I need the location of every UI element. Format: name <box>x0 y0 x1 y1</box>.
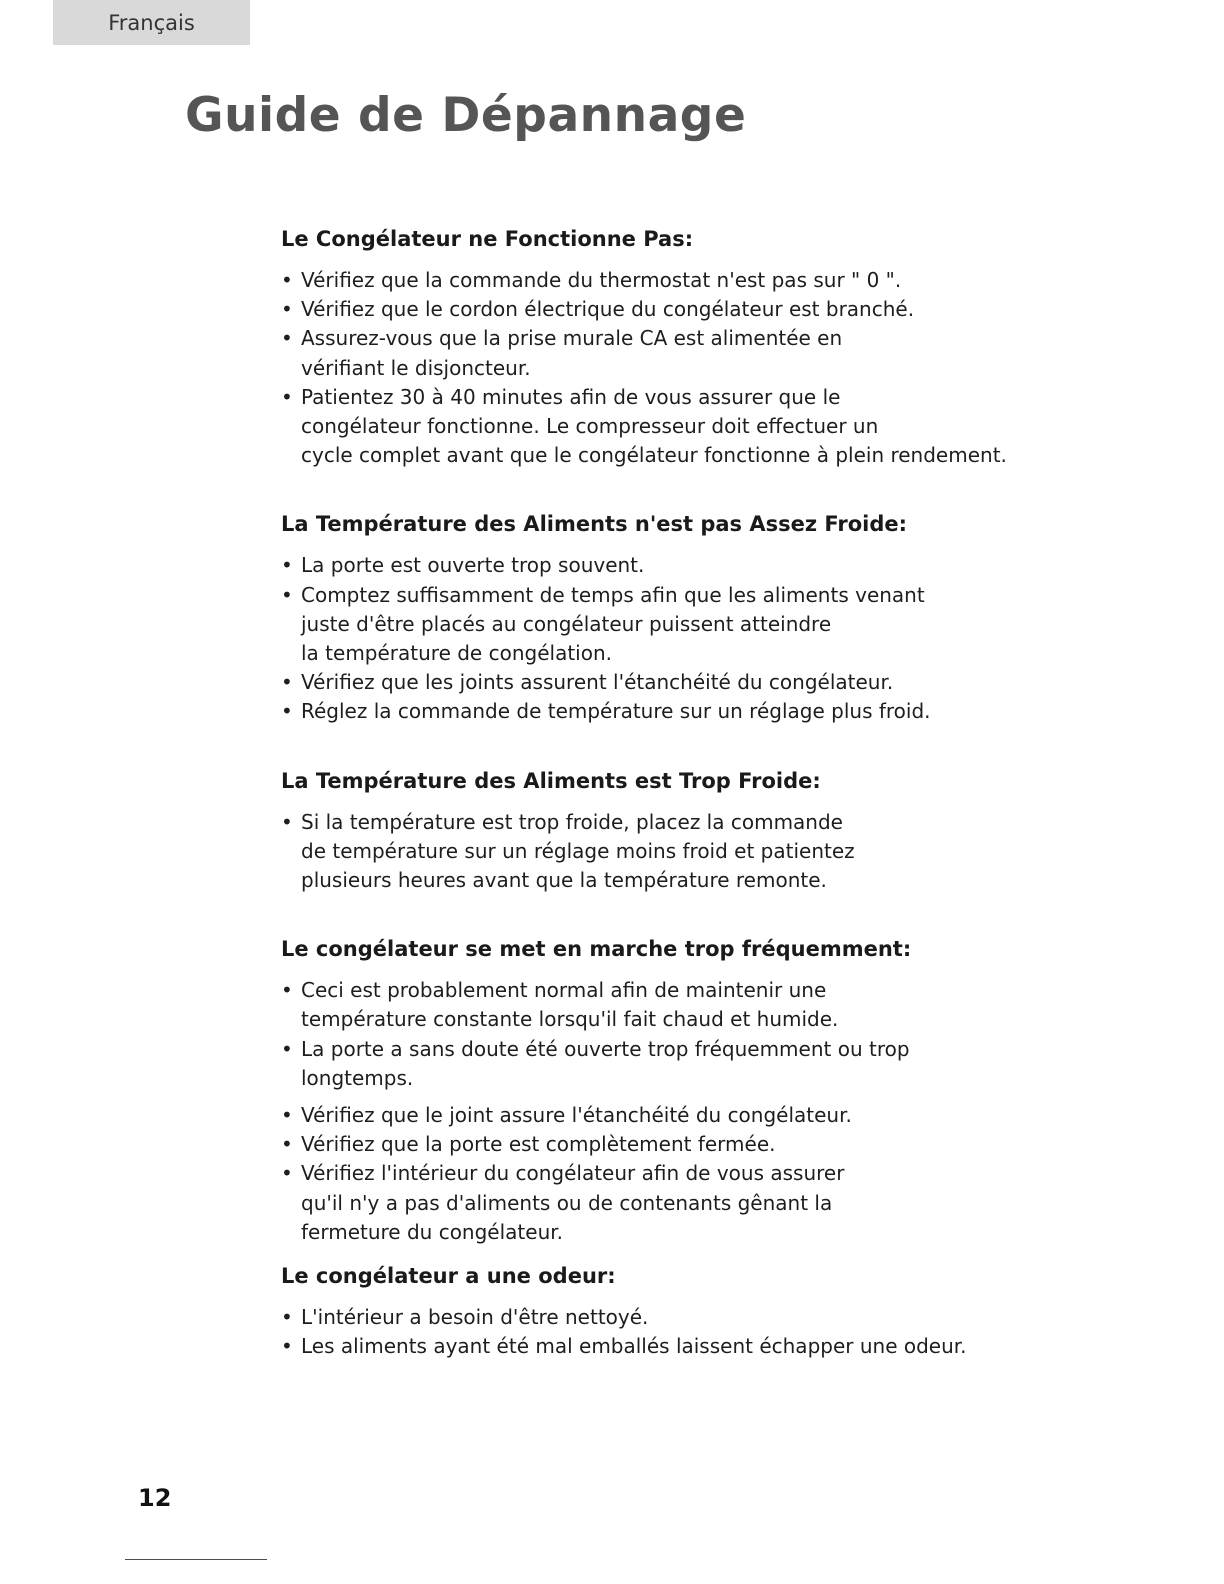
list-item: • L'intérieur a besoin d'être nettoyé. <box>281 1303 1101 1332</box>
list-item: • Comptez suffisamment de temps afin que les aliments venant juste d'être placés au congélateur puissent atteindre la température de congélation. <box>281 581 1101 669</box>
section-freezer-not-working <box>281 222 1101 470</box>
section-food-not-cold-enough <box>281 507 1101 726</box>
list-item: • Vérifiez que le cordon électrique du congélateur est branché. <box>281 295 1101 324</box>
section-heading: Le Congélateur ne Fonctionne Pas: <box>281 227 694 251</box>
section-food-too-cold <box>281 764 1101 896</box>
language-tab <box>53 0 250 45</box>
bullet-list <box>281 808 1101 896</box>
list-item: • Vérifiez que le joint assure l'étanchéité du congélateur. <box>281 1101 1101 1130</box>
footer-rule <box>125 1559 267 1560</box>
page-title: Guide de Dépannage <box>185 88 747 143</box>
page-number: 12 <box>138 1484 172 1512</box>
bullet-list <box>281 1303 1101 1361</box>
section-heading: Le congélateur a une odeur: <box>281 1264 616 1289</box>
troubleshooting-content <box>281 222 1101 1361</box>
section-heading: Le congélateur se met en marche trop fréquemment: <box>281 937 912 962</box>
section-runs-too-often <box>281 932 1101 1247</box>
list-item: • La porte a sans doute été ouverte trop fréquemment ou trop longtemps. <box>281 1035 1101 1093</box>
bullet-list <box>281 551 1101 726</box>
list-item: • Si la température est trop froide, placez la commande de température sur un réglage moins froid et patientez plusieurs heures avant que la température remonte. <box>281 808 1101 896</box>
bullet-list <box>281 976 1101 1093</box>
list-item: • Vérifiez que la porte est complètement fermée. <box>281 1130 1101 1159</box>
section-odor <box>281 1259 1101 1361</box>
list-item: • Vérifiez l'intérieur du congélateur afin de vous assurer qu'il n'y a pas d'aliments ou de contenants gênant la fermeture du congélateur. <box>281 1159 1101 1247</box>
section-heading: La Température des Aliments n'est pas Assez Froide: <box>281 512 908 537</box>
list-item: • Patientez 30 à 40 minutes afin de vous assurer que le congélateur fonctionne. Le compresseur doit effectuer un cycle complet avant que le congélateur fonctionne à plein rendement. <box>281 383 1101 471</box>
list-item: • Ceci est probablement normal afin de maintenir une température constante lorsqu'il fait chaud et humide. <box>281 976 1101 1034</box>
language-tab-label: Français <box>108 10 195 35</box>
bullet-list <box>281 266 1101 470</box>
list-item: • Vérifiez que les joints assurent l'étanchéité du congélateur. <box>281 668 1101 697</box>
list-item: • Vérifiez que la commande du thermostat n'est pas sur " 0 ". <box>281 266 1101 295</box>
list-item: • Réglez la commande de température sur un réglage plus froid. <box>281 697 1101 726</box>
list-item: • Les aliments ayant été mal emballés laissent échapper une odeur. <box>281 1332 1101 1361</box>
list-item: • Assurez-vous que la prise murale CA est alimentée en vérifiant le disjoncteur. <box>281 324 1101 382</box>
section-heading: La Température des Aliments est Trop Froide: <box>281 768 821 793</box>
bullet-list-continued <box>281 1101 1101 1247</box>
list-item: • La porte est ouverte trop souvent. <box>281 551 1101 580</box>
